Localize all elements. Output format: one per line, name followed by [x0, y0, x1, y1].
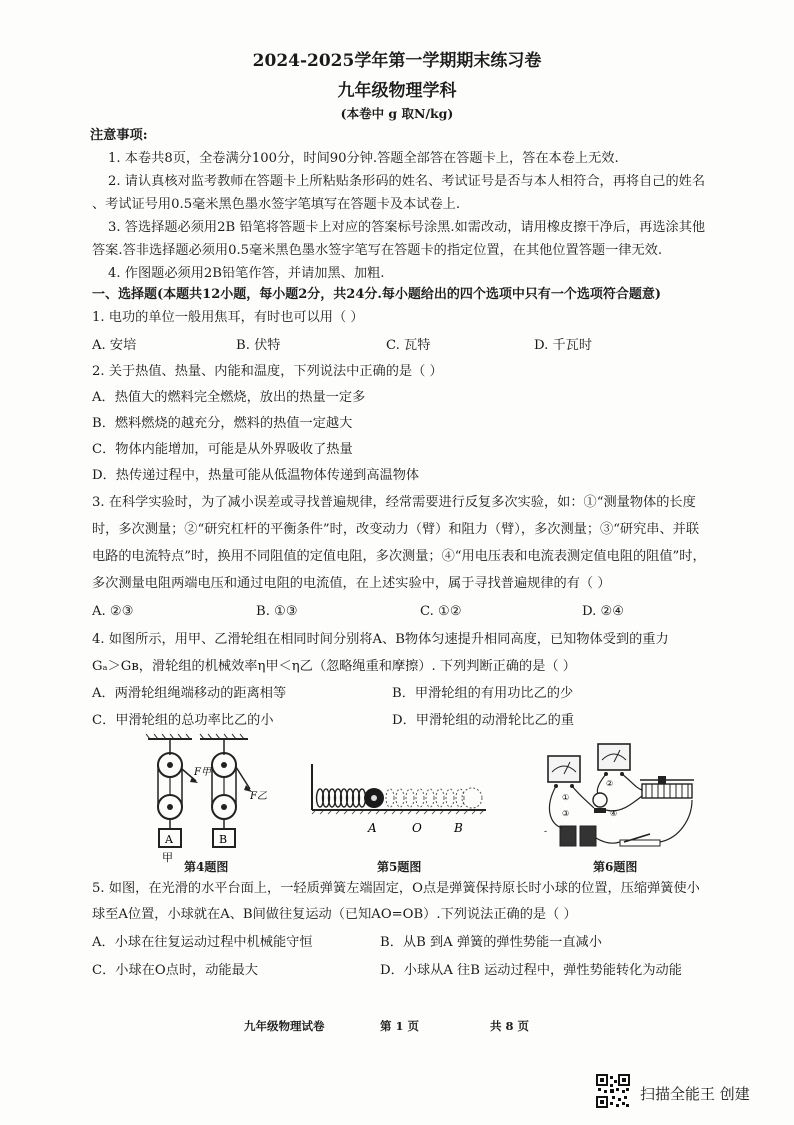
q3-option-a: A. ②③ [92, 604, 134, 619]
q5-option-a: A．小球在往复运动过程中机械能守恒 [92, 935, 313, 950]
svg-text:①: ① [562, 793, 570, 802]
figure-6-caption: 第6题图 [593, 860, 638, 874]
q5-option-d: D．小球从A 往B 运动过程中，弹性势能转化为动能 [380, 963, 682, 978]
q3-option-b: B. ①③ [256, 604, 298, 619]
question-3-line: 时，多次测量；②“研究杠杆的平衡条件”时，改变动力（臂）和阻力（臂），多次测量；③“研究串、并联 [92, 522, 700, 537]
q2-option-c: C．物体内能增加，可能是从外界吸收了热量 [92, 442, 353, 457]
fig4-force-jia: F甲 [194, 767, 211, 778]
svg-text:④: ④ [610, 809, 618, 818]
section-heading: 一、选择题(本题共12小题，每小题2分，共24分.每小题给出的四个选项中只有一个选项符合题意) [92, 287, 662, 302]
figure-5-caption: 第5题图 [377, 860, 422, 874]
note-item: 答案.答非选择题必须用0.5毫米黑色墨水签字笔写在答题卡的指定位置，在其他位置答题一律无效. [92, 243, 663, 258]
q1-option-c: C. 瓦特 [386, 338, 431, 353]
footer-paper-name: 九年级物理试卷 [244, 1019, 325, 1033]
figure-5-spring [306, 760, 490, 842]
question-3-line: 电路的电流特点”时，换用不同阻值的定值电阻，多次测量；④“用电压表和电流表测定值电阻的阻值”时， [92, 549, 706, 564]
q3-option-d: D. ②④ [582, 604, 625, 619]
q5-option-c: C．小球在O点时，动能最大 [92, 963, 258, 978]
fig4-label-B: B [219, 833, 228, 846]
exam-subject: 九年级物理学科 [337, 81, 457, 101]
question-4-line: Gₐ＞Gʙ，滑轮组的机械效率η甲＜η乙（忽略绳重和摩擦）. 下列判断正确的是（ ） [92, 659, 576, 674]
question-2-stem: 2. 关于热值、热量、内能和温度，下列说法中正确的是（ ） [92, 364, 443, 379]
footer-page-total: 共 8 页 [490, 1019, 530, 1033]
q1-option-b: B. 伏特 [236, 338, 281, 353]
notes-heading: 注意事项: [90, 128, 148, 143]
note-item: 1. 本卷共8页，全卷满分100分，时间90分钟.答题全部答在答题卡上，答在本卷上无效. [108, 151, 619, 166]
exam-title: 2024-2025学年第一学期期末练习卷 [252, 51, 542, 71]
note-item: 4. 作图题必须用2B铅笔作答，并请加黑、加粗. [108, 266, 385, 281]
svg-text:-: - [544, 827, 548, 837]
figure-4-pulleys [140, 733, 290, 873]
note-item: 2. 请认真核对监考教师在答题卡上所粘贴条形码的姓名、考试证号是否与本人相符合，再将自己的姓名 [108, 174, 706, 189]
fig4-label-jia: 甲 [162, 851, 173, 864]
note-item: 3. 答选择题必须用2B 铅笔将答题卡上对应的答案标号涂黑.如需改动，请用橡皮擦干净后，再选涂其他 [108, 220, 706, 235]
svg-text:②: ② [606, 779, 614, 788]
question-1-stem: 1. 电功的单位一般用焦耳，有时也可以用（ ） [92, 310, 364, 325]
svg-text:③: ③ [562, 809, 570, 818]
fig5-label-A: A [368, 821, 377, 835]
figure-4-caption: 第4题图 [184, 860, 229, 874]
q4-option-a: A．两滑轮组绳端移动的距离相等 [92, 686, 287, 701]
q2-option-d: D．热传递过程中，热量可能从低温物体传递到高温物体 [92, 468, 420, 483]
q4-option-b: B．甲滑轮组的有用功比乙的少 [392, 686, 574, 701]
qr-code-icon [596, 1074, 630, 1108]
q4-option-d: D．甲滑轮组的动滑轮比乙的重 [392, 713, 575, 728]
fig4-label-A: A [165, 833, 173, 846]
q4-option-c: C．甲滑轮组的总功率比乙的小 [92, 713, 274, 728]
note-item: 、考试证号用0.5毫米黑色墨水签字笔填写在答题卡及本试卷上. [92, 197, 461, 212]
q1-option-a: A. 安培 [92, 338, 137, 353]
question-3-line: 3. 在科学实验时，为了减小误差或寻找普遍规律，经常需要进行反复多次实验，如：①“测量物体的长度 [92, 495, 696, 510]
q5-option-b: B．从B 到A 弹簧的弹性势能一直减小 [380, 935, 602, 950]
q2-option-b: B．燃料燃烧的越充分，燃料的热值一定越大 [92, 416, 353, 431]
fig5-label-O: O [412, 821, 422, 835]
q2-option-a: A．热值大的燃料完全燃烧，放出的热量一定多 [92, 390, 366, 405]
figure-6-circuit [540, 738, 700, 858]
q3-option-c: C. ①② [420, 604, 462, 619]
fig5-label-B: B [454, 821, 463, 835]
question-5-line: 5. 如图，在光滑的水平台面上，一轻质弹簧左端固定，O点是弹簧保持原长时小球的位置，压缩弹簧使小 [92, 881, 700, 896]
question-4-line: 4. 如图所示，用甲、乙滑轮组在相同时间分别将A、B物体匀速提升相同高度，已知物体受到的重力 [92, 632, 669, 647]
q1-option-d: D. 千瓦时 [534, 338, 593, 353]
gravity-note: (本卷中 g 取N/kg) [340, 106, 454, 121]
question-5-line: 球至A位置，小球就在A、B间做往复运动（已知AO=OB）.下列说法正确的是（ ） [92, 907, 577, 922]
footer-page-number: 第 1 页 [380, 1019, 420, 1033]
scanner-brand: 扫描全能王 创建 [640, 1085, 750, 1103]
fig4-force-yi: F乙 [250, 791, 267, 802]
question-3-line: 多次测量电阻两端电压和通过电阻的电流值，在上述实验中，属于寻找普遍规律的有（ ） [92, 576, 611, 591]
